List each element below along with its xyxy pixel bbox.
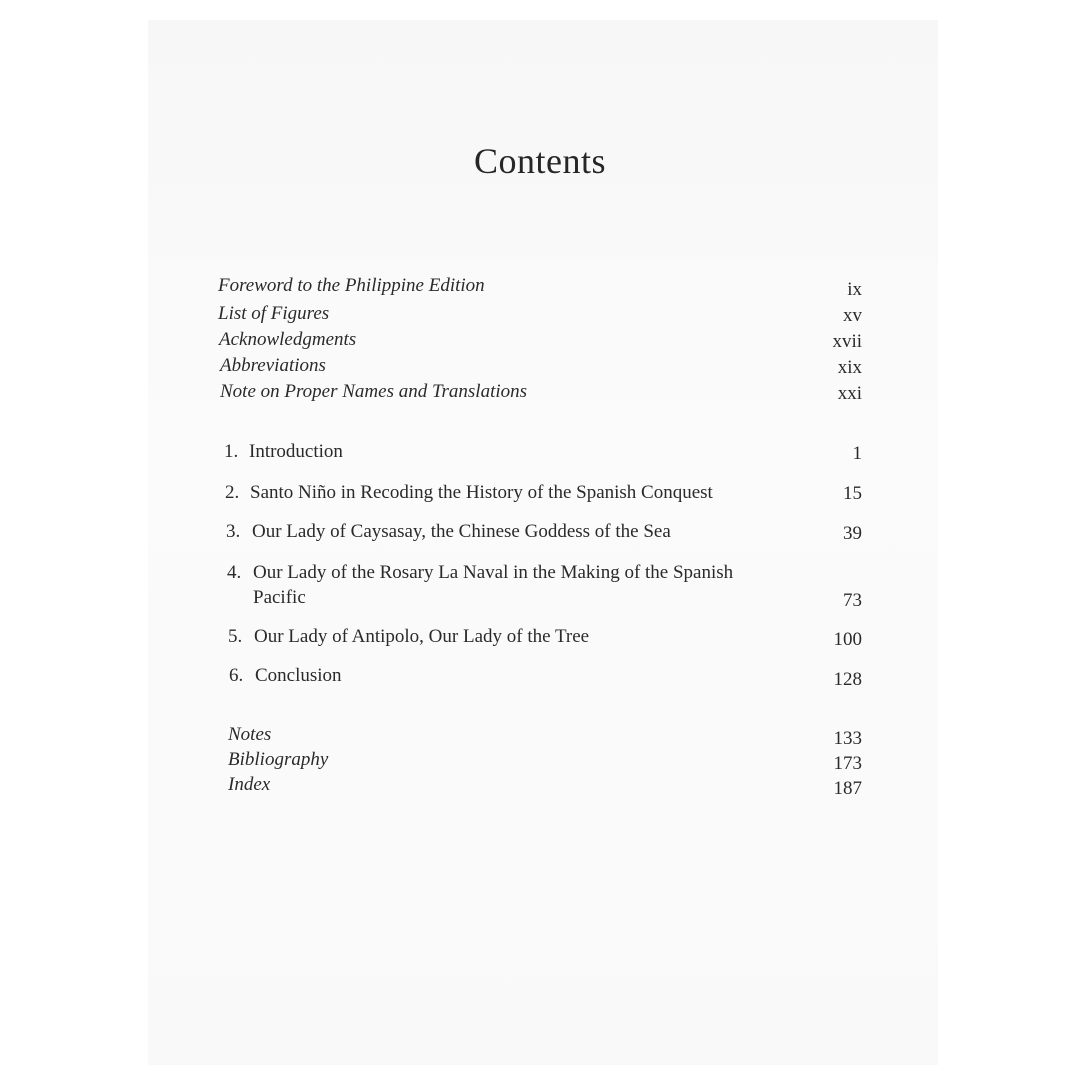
toc-page-number: 100 <box>833 629 862 650</box>
toc-entry-title: Note on Proper Names and Translations <box>220 381 528 402</box>
chapter-title-continued: Pacific <box>253 587 306 608</box>
chapter-title: Conclusion <box>255 665 342 686</box>
chapter-number: 1. <box>224 441 239 462</box>
chapter-number: 3. <box>226 521 241 542</box>
toc-entry-title: Foreword to the Philippine Edition <box>218 275 485 296</box>
chapter-number: 5. <box>228 626 243 647</box>
toc-page-number: 1 <box>852 443 862 464</box>
toc-page-number: ix <box>847 279 862 300</box>
chapter-title: Santo Niño in Recoding the History of the Spanish Conquest <box>250 482 713 503</box>
toc-entry-title: Notes <box>228 724 272 745</box>
toc-page-number: xix <box>837 357 862 378</box>
toc-page-number: 39 <box>843 523 862 544</box>
toc-entry-title: Abbreviations <box>220 355 326 376</box>
toc-page-number: 187 <box>833 778 862 799</box>
toc-page-number: 73 <box>843 590 862 611</box>
chapter-title: Our Lady of the Rosary La Naval in the Making of the Spanish <box>253 562 734 583</box>
toc-entry-title: Acknowledgments <box>219 329 357 350</box>
chapter-title: Our Lady of Caysasay, the Chinese Goddess of the Sea <box>252 521 671 542</box>
chapter-number: 2. <box>225 482 240 503</box>
toc-page-number: 173 <box>833 753 862 774</box>
toc-entry-title: Index <box>228 774 271 795</box>
chapter-number: 4. <box>227 562 242 583</box>
page-title: Contents <box>473 141 606 181</box>
toc-page-number: 15 <box>843 483 862 504</box>
chapter-title: Our Lady of Antipolo, Our Lady of the Tree <box>254 626 590 647</box>
toc-entry-title: List of Figures <box>218 303 330 324</box>
toc-page-number: 133 <box>833 728 862 749</box>
toc-page-number: xvii <box>832 331 862 352</box>
chapter-title: Introduction <box>249 441 343 462</box>
toc-page-number: xv <box>843 305 862 326</box>
chapter-number: 6. <box>229 665 244 686</box>
toc-entry-title: Bibliography <box>228 749 329 770</box>
toc-page-number: 128 <box>833 669 862 690</box>
toc-page-number: xxi <box>837 383 862 404</box>
